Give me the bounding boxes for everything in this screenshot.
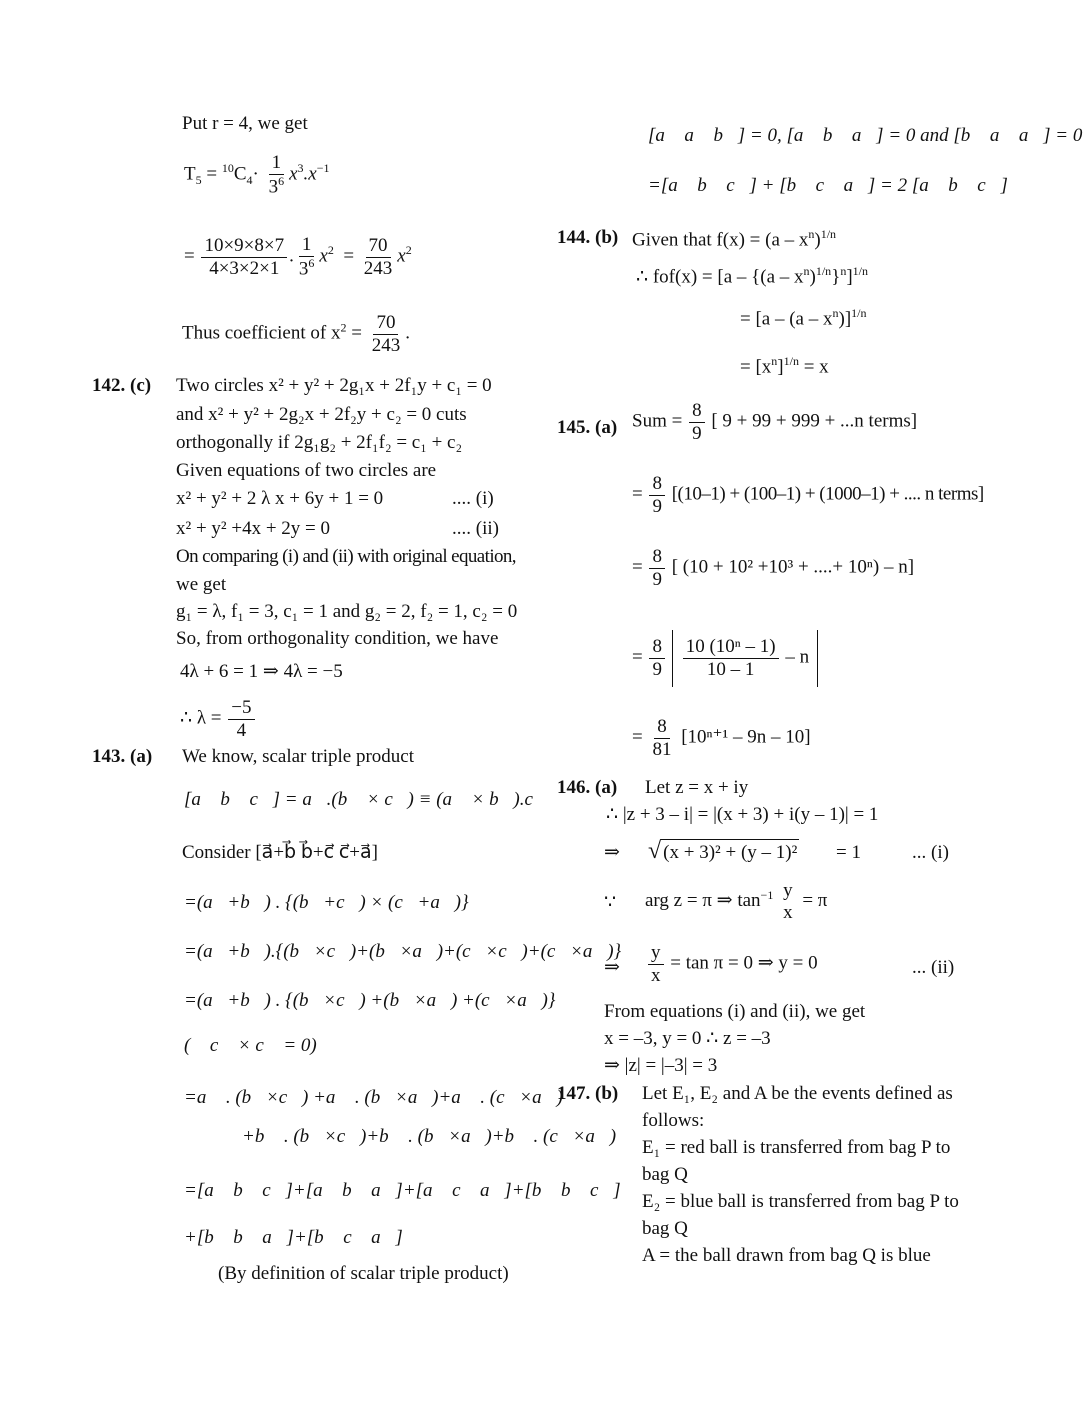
text: ∴ λ = <box>180 707 222 729</box>
text: Thus coefficient of x <box>182 322 341 344</box>
question-number: 146. (a) <box>557 777 618 798</box>
text: [ 9 + 99 + 999 + ...n terms] <box>711 410 918 432</box>
fraction <box>649 546 665 591</box>
fx-definition <box>632 228 836 251</box>
equation-tag: .... (ii) <box>452 518 499 539</box>
text: ) <box>809 266 816 288</box>
question-number: 143. (a) <box>92 746 153 767</box>
numerator: y <box>648 942 664 965</box>
numerator: 10 (10ⁿ – 1) <box>683 636 779 659</box>
denominator: 9 <box>652 495 662 517</box>
text: )] <box>838 308 852 330</box>
denominator <box>266 175 288 198</box>
denominator: 4×3×2×1 <box>209 257 280 279</box>
text: 2 <box>405 243 412 258</box>
fraction <box>689 400 705 445</box>
text: = [x <box>740 356 772 378</box>
text-line: +b⃗ . (b⃗×c⃗)+b⃗ . (b⃗×a⃗)+b⃗ . (c⃗×a⃗) <box>242 1126 617 1147</box>
text: ] <box>777 356 784 378</box>
denominator: 243 <box>371 334 401 356</box>
text: 1/n <box>820 227 837 241</box>
text-line: [a⃗ a⃗ b⃗] = 0, [a⃗ b⃗ a⃗] = 0 and [b⃗ a⃗ a⃗] = 0 <box>648 125 1083 146</box>
text-line: bag Q <box>642 1218 688 1239</box>
numerator: 70 <box>373 312 398 335</box>
text: 1/n <box>783 354 799 368</box>
text: 3 <box>298 258 309 280</box>
text: ] <box>846 266 853 288</box>
denominator: 9 <box>692 422 702 444</box>
text-line: = 1 <box>836 842 861 863</box>
numerator: 10×9×8×7 <box>201 235 287 258</box>
text: −1 <box>316 161 330 176</box>
text-line: So, from orthogonality condition, we have <box>176 628 499 649</box>
fraction <box>649 716 674 761</box>
text: = <box>632 556 643 578</box>
text: . <box>405 322 410 344</box>
text: = tan π = 0 ⇒ y = 0 <box>670 952 818 974</box>
text: · <box>252 163 259 185</box>
text: x <box>397 245 406 267</box>
arrow: ⇒ <box>604 957 620 978</box>
text: [(10–1) + (100–1) + (1000–1) + .... n terms] <box>671 483 984 505</box>
text: = <box>346 322 362 344</box>
fof-result <box>740 355 829 378</box>
text: Given that f(x) = (a – x <box>632 229 809 251</box>
denominator: 9 <box>652 658 662 680</box>
denominator <box>296 257 318 280</box>
text-line: On comparing (i) and (ii) with original equation, <box>176 546 516 567</box>
question-number: 145. (a) <box>557 417 618 438</box>
bracket-group <box>672 630 818 687</box>
text-line: (By definition of scalar triple product) <box>218 1263 509 1284</box>
text-line: =[a⃗ b⃗ c⃗]+[a⃗ b⃗ a⃗]+[a⃗ c⃗ a⃗]+[b⃗ b⃗ c⃗] <box>184 1180 621 1201</box>
equation-tag: ... (i) <box>912 842 949 863</box>
numerator: 8 <box>649 546 665 569</box>
arrow: ⇒ <box>604 842 620 863</box>
numerator: −5 <box>228 697 254 720</box>
t5-formula <box>184 152 330 198</box>
text-line: Let E₁, E₂ and A be the events defined as <box>642 1083 953 1104</box>
text: = <box>632 483 643 505</box>
text: = <box>632 726 643 748</box>
text: −1 <box>760 887 774 902</box>
text-line: follows: <box>642 1110 705 1131</box>
text: [ (10 + 10² +10³ + ....+ 10ⁿ) – n] <box>671 556 915 578</box>
fraction <box>780 880 796 924</box>
sqrt-expression: √ (x + 3)² + (y – 1)² <box>648 838 798 864</box>
numerator: 8 <box>649 473 665 496</box>
fof-line <box>636 265 868 288</box>
text-line: +[b⃗ b⃗ a⃗]+[b⃗ c⃗ a⃗] <box>184 1227 403 1248</box>
text: 4 <box>246 173 253 188</box>
numerator: 1 <box>269 152 285 175</box>
text: ) <box>814 229 821 251</box>
text: 3 <box>268 176 279 198</box>
numerator: 8 <box>649 636 665 659</box>
text: .x <box>303 163 317 185</box>
text: 10 <box>221 161 234 176</box>
fraction <box>369 312 404 357</box>
numerator: 1 <box>299 234 315 257</box>
text: = π <box>802 890 828 912</box>
fraction <box>201 235 287 280</box>
text-line: x = –3, y = 0 ∴ z = –3 <box>604 1028 771 1049</box>
text-line: From equations (i) and (ii), we get <box>604 1001 866 1022</box>
fraction <box>648 942 664 987</box>
text: arg z = π ⇒ tan <box>645 890 761 912</box>
because-symbol: ∵ <box>604 892 617 913</box>
question-number: 142. (c) <box>92 375 152 396</box>
tan-line <box>646 942 818 987</box>
text: = <box>632 646 643 668</box>
text-line: x² + y² + 2 λ x + 6y + 1 = 0 <box>176 488 384 509</box>
sum-result <box>632 716 811 761</box>
fraction <box>649 636 665 681</box>
numerator: 8 <box>689 400 705 423</box>
text: . <box>289 245 294 267</box>
fof-step <box>740 307 867 330</box>
text: = <box>343 245 355 267</box>
denominator: 4 <box>236 719 247 741</box>
text-line: =a⃗ . (b⃗×c⃗) +a⃗ . (b⃗×a⃗)+a⃗ . (c⃗×a⃗) <box>184 1087 563 1108</box>
text-line: =(a⃗+b⃗) . {(b⃗+c⃗) × (c⃗+a⃗)} <box>184 892 469 913</box>
sum-step-3 <box>632 630 818 687</box>
text: n <box>808 227 815 241</box>
text-line: bag Q <box>642 1164 688 1185</box>
text: = <box>184 245 195 267</box>
text: n <box>840 264 847 278</box>
text-line: 4λ + 6 = 1 ⇒ 4λ = −5 <box>180 661 343 682</box>
text: n <box>803 264 810 278</box>
thus-line <box>182 312 410 357</box>
calc-formula <box>184 234 412 280</box>
radicand: (x + 3)² + (y – 1)² <box>661 839 799 863</box>
text-line: orthogonally if 2g₁g₂ + 2f₁f₂ = c₁ + c₂ <box>176 432 463 453</box>
numerator: 70 <box>366 235 391 258</box>
text-line: Given equations of two circles are <box>176 460 437 481</box>
text-line: A = the ball drawn from bag Q is blue <box>642 1245 931 1266</box>
sum-line <box>632 400 917 445</box>
denominator: x <box>651 964 661 986</box>
text: 2 <box>340 320 347 335</box>
denominator: x <box>783 901 793 923</box>
equation-tag: ... (ii) <box>912 957 955 978</box>
text-line: Two circles x² + y² + 2g₁x + 2f₁y + c₁ = 0 <box>176 375 492 396</box>
text: x <box>319 245 328 267</box>
text: [10ⁿ⁺¹ – 9n – 10] <box>681 726 811 748</box>
text: 3 <box>297 161 304 176</box>
text: n <box>832 306 839 320</box>
fraction <box>649 473 665 518</box>
text: 6 <box>278 173 285 188</box>
text-line: we get <box>176 574 227 595</box>
text-line: =(a⃗+b⃗) . {(b⃗×c⃗) +(b⃗×a⃗) +(c⃗×a⃗)} <box>184 990 556 1011</box>
text-line: E₂ = blue ball is transferred from bag P to <box>642 1191 959 1212</box>
text-line: and x² + y² + 2g₂x + 2f₂y + c₂ = 0 cuts <box>176 404 467 425</box>
text-line: Consider [a⃗+b⃗ b⃗+c⃗ c⃗+a⃗] <box>182 842 378 863</box>
text: 1/n <box>852 264 868 278</box>
arg-line <box>645 880 827 924</box>
text: } <box>831 266 841 288</box>
text-line: g₁ = λ, f₁ = 3, c₁ = 1 and g₂ = 2, f₂ = 1, c₂ = 0 <box>176 601 518 622</box>
text: 1/n <box>851 306 867 320</box>
text: n <box>771 354 778 368</box>
text: T <box>184 163 196 185</box>
denominator: 10 – 1 <box>706 658 755 680</box>
text: = x <box>798 356 829 378</box>
text: 6 <box>308 255 315 270</box>
text: = <box>206 163 218 185</box>
denominator: 9 <box>652 568 662 590</box>
fraction <box>296 234 318 280</box>
question-number: 144. (b) <box>557 227 619 248</box>
fraction <box>266 152 288 198</box>
lambda-result <box>180 697 257 742</box>
fraction <box>361 235 396 280</box>
text-line: =(a⃗+b⃗).{(b⃗×c⃗)+(b⃗×a⃗)+(c⃗×c⃗)+(c⃗×a⃗)} <box>184 941 622 962</box>
equation-tag: .... (i) <box>452 488 494 509</box>
sum-step-2 <box>632 546 914 591</box>
fraction <box>228 697 254 742</box>
fraction <box>683 636 779 681</box>
denominator: 81 <box>652 738 672 760</box>
text: x <box>289 163 298 185</box>
text-line: =[a⃗ b⃗ c⃗] + [b⃗ c⃗ a⃗] = 2 [a⃗ b⃗ c⃗] <box>648 175 1008 196</box>
text-line: E₁ = red ball is transferred from bag P to <box>642 1137 951 1158</box>
denominator: 243 <box>363 257 393 279</box>
text: Sum = <box>632 410 683 432</box>
text: 1/n <box>815 264 832 278</box>
text: 2 <box>327 243 334 258</box>
sum-step-1 <box>632 473 984 518</box>
question-number: 147. (b) <box>557 1083 619 1104</box>
numerator: 8 <box>654 716 670 739</box>
text-line: ⇒ |z| = |–3| = 3 <box>604 1055 718 1076</box>
text-line: (∵ c⃗ × c⃗ = 0) <box>184 1035 317 1056</box>
text: – n <box>785 646 810 668</box>
text-line: x² + y² +4x + 2y = 0 <box>176 518 331 539</box>
text-line: We know, scalar triple product <box>182 746 415 767</box>
text-line: ∴ |z + 3 – i| = |(x + 3) + i(y – 1)| = 1 <box>606 804 879 825</box>
text-line: Let z = x + iy <box>645 777 749 798</box>
text: 5 <box>195 173 202 188</box>
text-line: [a⃗ b⃗ c⃗] = a⃗.(b⃗ × c⃗) ≡ (a⃗ × b⃗).c⃗ <box>184 789 548 810</box>
text-line: Put r = 4, we get <box>182 113 308 134</box>
text: ∴ fof(x) = [a – {(a – x <box>636 266 804 288</box>
numerator: y <box>783 880 793 901</box>
text: C <box>233 163 247 185</box>
text: = [a – (a – x <box>740 308 833 330</box>
